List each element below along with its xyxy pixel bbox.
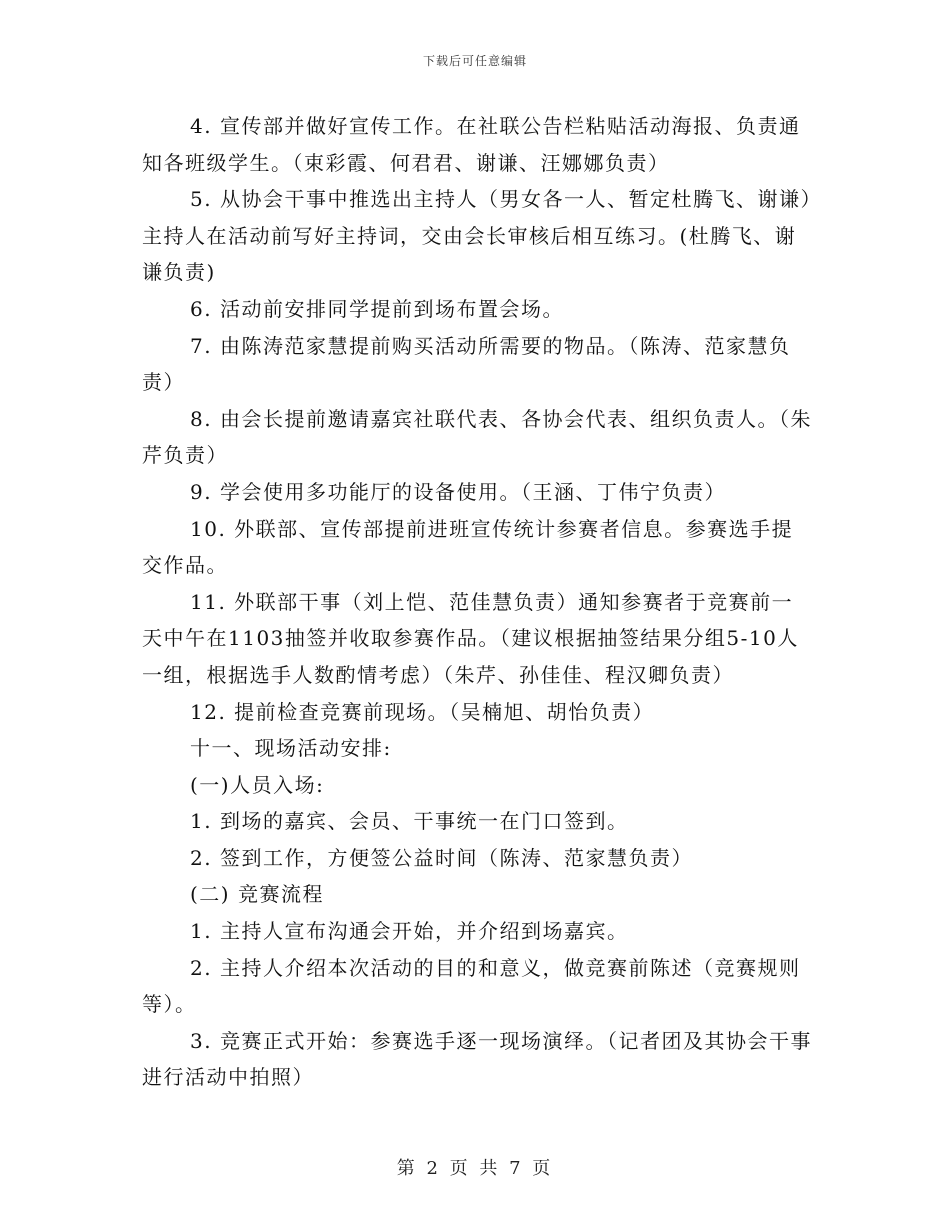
paragraph-item-7: 7. 由陈涛范家慧提前购买活动所需要的物品。（陈涛、范家慧负责） (142, 333, 791, 395)
process-item-1: 1. 主持人宣布沟通会开始，并介绍到场嘉宾。 (190, 919, 629, 944)
paragraph-item-5: 5. 从协会干事中推选出主持人（男女各一人、暂定杜腾飞、谢谦）主持人在活动前写好主持词，交由会长审核后相互练习。(杜腾飞、谢谦负责) (142, 187, 812, 285)
paragraph-item-12: 12. 提前检查竞赛前现场。（吴楠旭、胡怡负责） (190, 699, 655, 724)
subsection-heading-entry: (一)人员入场: (190, 772, 325, 797)
process-item-3: 3. 竞赛正式开始：参赛选手逐一现场演绎。（记者团及其协会干事进行活动中拍照） (142, 1028, 812, 1090)
paragraph-item-11: 11. 外联部干事（刘上恺、范佳慧负责）通知参赛者于竞赛前一天中午在1103抽签并收取参赛作品。（建议根据抽签结果分组5-10人一组，根据选手人数酌情考虑）（朱芹、孙佳佳、程汉卿负责） (142, 589, 799, 687)
process-item-2: 2. 主持人介绍本次活动的目的和意义，做竞赛前陈述（竞赛规则等）。 (142, 955, 801, 1017)
paragraph-item-9: 9. 学会使用多功能厅的设备使用。（王涵、丁伟宁负责） (190, 479, 726, 504)
page-header: 下载后可任意编辑 (422, 54, 527, 68)
section-heading-11: 十一、现场活动安排: (190, 736, 392, 761)
document-body (142, 108, 814, 1096)
page-number: 第 2 页 共 7 页 (396, 1158, 554, 1179)
paragraph-item-10: 10. 外联部、宣传部提前进班宣传统计参赛者信息。参赛选手提交作品。 (142, 516, 794, 578)
subsection-heading-process: (二) 竞赛流程 (190, 882, 324, 907)
entry-item-2: 2. 签到工作，方便签公益时间（陈涛、范家慧负责） (190, 845, 693, 870)
paragraph-item-4: 4. 宣传部并做好宣传工作。在社联公告栏粘贴活动海报、负责通知各班级学生。（束彩霞、何君君、谢谦、汪娜娜负责） (142, 114, 801, 175)
paragraph-item-6: 6. 活动前安排同学提前到场布置会场。 (190, 296, 564, 321)
entry-item-1: 1. 到场的嘉宾、会员、干事统一在门口签到。 (190, 809, 629, 834)
paragraph-item-8: 8. 由会长提前邀请嘉宾社联代表、各协会代表、组织负责人。（朱芹负责） (142, 406, 812, 468)
